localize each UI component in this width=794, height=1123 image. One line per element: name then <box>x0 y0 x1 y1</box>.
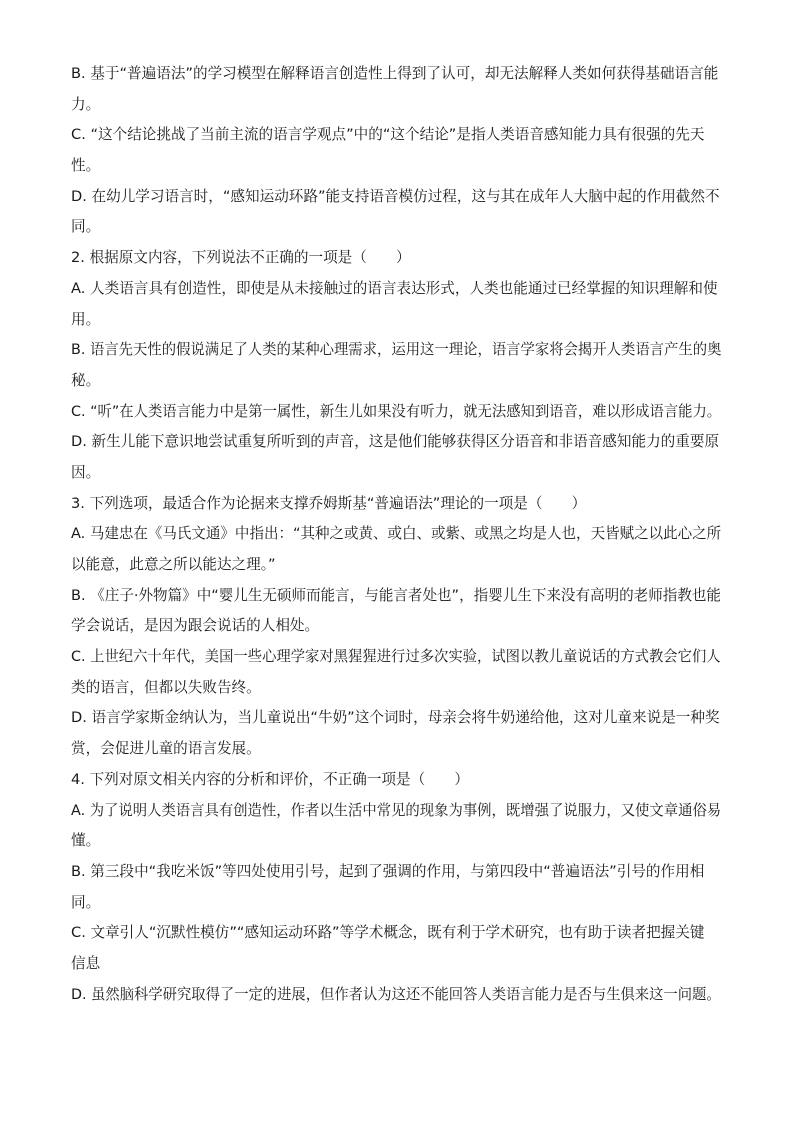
q4-option-a-line-2: 懂。 <box>71 832 101 850</box>
q4-option-b-line-2: 同。 <box>71 893 101 911</box>
option-d-line-2: 同。 <box>71 218 101 236</box>
question-text-block <box>71 59 721 1010</box>
q2-option-c: C. “听”在人类语言能力中是第一属性，新生儿如果没有听力，就无法感知到语音，难以形成语言能力。 <box>71 402 722 420</box>
q3-option-d-line-1: D. 语言学家斯金纳认为，当儿童说出“牛奶”这个词时，母亲会将牛奶递给他，这对儿童来说是一种奖 <box>71 709 720 727</box>
q3-option-a-line-1: A. 马建忠在《马氏文通》中指出：“其种之或黄、或白、或紫、或黑之均是人也，天皆赋之以此心之所 <box>71 525 722 543</box>
q4-option-a-line-1: A. 为了说明人类语言具有创造性，作者以生活中常见的现象为事例，既增强了说服力，又使文章通俗易 <box>71 801 722 819</box>
option-b-line-2: 力。 <box>71 95 101 113</box>
option-c-line-2: 性。 <box>71 157 101 175</box>
q2-option-a-line-1: A. 人类语言具有创造性，即使是从未接触过的语言表达形式，人类也能通过已经掌握的知识理解和使 <box>71 279 718 297</box>
q3-option-b-line-1: B. 《庄子·外物篇》中“婴儿生无硕师而能言，与能言者处也”，指婴儿生下来没有高明的老师指教也能 <box>71 586 721 604</box>
q3-option-c-line-2: 类的语言，但都以失败告终。 <box>71 678 261 696</box>
option-c-line-1: C. “这个结论挑战了当前主流的语言学观点”中的“这个结论”是指人类语音感知能力具有很强的先天 <box>71 126 705 144</box>
q3-option-a-line-2: 以能意，此意之所以能达之理。” <box>71 556 276 573</box>
q4-option-b-line-1: B. 第三段中“我吃米饭”等四处使用引号，起到了强调的作用，与第四段中“普遍语法”引号的作用相 <box>71 862 705 880</box>
q2-option-d-line-2: 因。 <box>71 463 101 481</box>
q4-option-c-line-2: 信息 <box>71 954 101 972</box>
q4-option-d: D. 虽然脑科学研究取得了一定的进展，但作者认为这还不能回答人类语言能力是否与生俱来这一问题。 <box>71 985 721 1003</box>
q3-option-c-line-1: C. 上世纪六十年代，美国一些心理学家对黑猩猩进行过多次实验，试图以教儿童说话的方式教会它们人 <box>71 648 721 666</box>
question-4-stem: 4. 下列对原文相关内容的分析和评价，不正确一项是（ ） <box>71 770 470 788</box>
option-d-line-1: D. 在幼儿学习语言时，“感知运动环路”能支持语音模仿过程，这与其在成年人大脑中起的作用截然不 <box>71 187 720 205</box>
q4-option-c-line-1: C. 文章引人“沉默性模仿”“感知运动环路”等学术概念，既有利于学术研究，也有助于读者把握关键 <box>71 924 705 942</box>
q3-option-d-line-2: 赏，会促进儿童的语言发展。 <box>71 740 261 758</box>
question-3-stem: 3. 下列选项，最适合作为论据来支撑乔姆斯基“普遍语法”理论的一项是（ ） <box>71 494 587 512</box>
q2-option-b-line-2: 秘。 <box>71 371 101 389</box>
question-2-stem: 2. 根据原文内容，下列说法不正确的一项是（ ） <box>71 249 411 267</box>
q3-option-b-line-2: 学会说话，是因为跟会说话的人相处。 <box>71 617 320 635</box>
option-b-line-1: B. 基于“普遍语法”的学习模型在解释语言创造性上得到了认可，却无法解释人类如何获得基础语言能 <box>71 65 719 82</box>
q2-option-b-line-1: B. 语言先天性的假说满足了人类的某种心理需求，运用这一理论，语言学家将会揭开人类语言产生的奥 <box>71 341 722 359</box>
q2-option-a-line-2: 用。 <box>71 310 101 328</box>
q2-option-d-line-1: D. 新生儿能下意识地尝试重复所听到的声音，这是他们能够获得区分语音和非语音感知能力的重要原 <box>71 433 720 451</box>
